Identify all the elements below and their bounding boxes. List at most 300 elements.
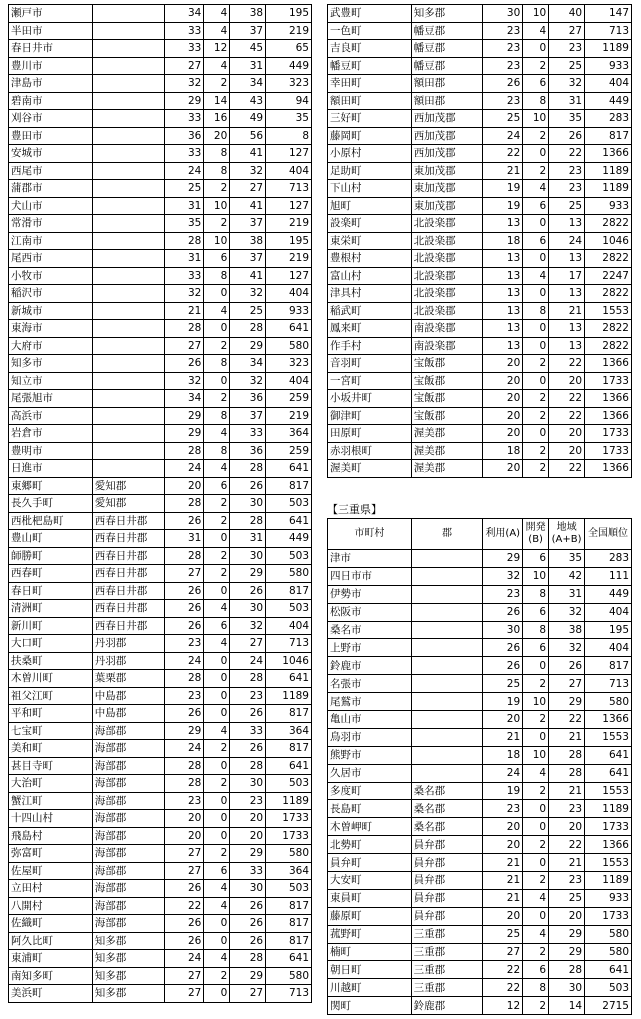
value-cell: 2 <box>523 711 549 729</box>
value-cell: 1553 <box>585 782 632 800</box>
value-cell: 14 <box>204 92 230 110</box>
district-cell: 西加茂郡 <box>411 110 483 128</box>
value-cell: 2822 <box>585 285 632 303</box>
value-cell: 2 <box>523 836 549 854</box>
value-cell: 22 <box>549 355 585 373</box>
district-cell: 愛知郡 <box>92 495 164 513</box>
aichi-table-left <box>8 4 312 1003</box>
value-cell: 817 <box>266 582 312 600</box>
value-cell: 2 <box>204 495 230 513</box>
value-cell: 45 <box>230 40 266 58</box>
table-row <box>9 40 312 58</box>
table-row <box>9 687 312 705</box>
municipality-cell: 蟹江町 <box>9 792 93 810</box>
value-cell: 28 <box>549 746 585 764</box>
value-cell: 503 <box>266 880 312 898</box>
value-cell: 933 <box>585 889 632 907</box>
municipality-cell: 長島町 <box>328 800 412 818</box>
table-row <box>9 775 312 793</box>
table-row <box>328 961 632 979</box>
value-cell: 364 <box>266 425 312 443</box>
district-cell: 知多郡 <box>92 932 164 950</box>
value-cell: 27 <box>549 675 585 693</box>
value-cell: 30 <box>549 979 585 997</box>
value-cell: 641 <box>266 950 312 968</box>
value-cell: 8 <box>204 162 230 180</box>
municipality-cell: 南知多町 <box>9 967 93 985</box>
value-cell: 0 <box>523 372 549 390</box>
value-cell: 219 <box>266 215 312 233</box>
value-cell: 26 <box>164 617 204 635</box>
municipality-cell: 東栄町 <box>328 232 412 250</box>
value-cell: 1189 <box>585 872 632 890</box>
column-header: 全国順位 <box>585 519 632 550</box>
value-cell: 30 <box>230 880 266 898</box>
value-cell: 35 <box>549 550 585 568</box>
table-row <box>328 800 632 818</box>
table-row <box>9 530 312 548</box>
municipality-cell: 佐織町 <box>9 915 93 933</box>
table-row <box>9 810 312 828</box>
value-cell: 26 <box>230 740 266 758</box>
value-cell: 503 <box>266 600 312 618</box>
value-cell: 23 <box>164 635 204 653</box>
value-cell: 147 <box>585 5 632 23</box>
table-row <box>328 728 632 746</box>
district-cell <box>411 603 483 621</box>
value-cell: 2 <box>523 943 549 961</box>
municipality-cell: 津市 <box>328 550 412 568</box>
value-cell: 1733 <box>585 442 632 460</box>
value-cell: 1366 <box>585 836 632 854</box>
value-cell: 1733 <box>585 907 632 925</box>
value-cell: 1366 <box>585 390 632 408</box>
municipality-cell: 扶桑町 <box>9 652 93 670</box>
value-cell: 27 <box>164 985 204 1003</box>
value-cell: 0 <box>204 915 230 933</box>
value-cell: 26 <box>230 477 266 495</box>
value-cell: 20 <box>483 836 523 854</box>
table-row <box>328 711 632 729</box>
value-cell: 24 <box>164 460 204 478</box>
value-cell: 30 <box>230 600 266 618</box>
value-cell: 2 <box>204 740 230 758</box>
value-cell: 25 <box>164 180 204 198</box>
value-cell: 27 <box>230 180 266 198</box>
value-cell: 0 <box>204 372 230 390</box>
value-cell: 25 <box>230 302 266 320</box>
value-cell: 2 <box>204 215 230 233</box>
table-row <box>9 582 312 600</box>
value-cell: 8 <box>204 355 230 373</box>
value-cell: 127 <box>266 267 312 285</box>
table-row <box>9 932 312 950</box>
value-cell: 24 <box>164 950 204 968</box>
value-cell: 1553 <box>585 302 632 320</box>
district-cell <box>92 57 164 75</box>
value-cell: 0 <box>204 687 230 705</box>
district-cell <box>92 285 164 303</box>
value-cell: 2 <box>523 57 549 75</box>
value-cell: 31 <box>164 197 204 215</box>
table-row <box>9 75 312 93</box>
value-cell: 6 <box>523 75 549 93</box>
value-cell: 13 <box>483 267 523 285</box>
district-cell: 海部郡 <box>92 740 164 758</box>
value-cell: 28 <box>164 670 204 688</box>
value-cell: 323 <box>266 355 312 373</box>
value-cell: 283 <box>585 110 632 128</box>
value-cell: 0 <box>204 530 230 548</box>
value-cell: 24 <box>230 652 266 670</box>
district-cell: 東加茂郡 <box>411 197 483 215</box>
district-cell: 員弁郡 <box>411 836 483 854</box>
value-cell: 713 <box>266 635 312 653</box>
table-row <box>9 950 312 968</box>
value-cell: 0 <box>204 582 230 600</box>
value-cell: 24 <box>164 740 204 758</box>
table-row <box>9 985 312 1003</box>
table-row <box>9 845 312 863</box>
table-row <box>9 512 312 530</box>
municipality-cell: 刈谷市 <box>9 110 93 128</box>
table-row <box>328 162 632 180</box>
district-cell: 東加茂郡 <box>411 180 483 198</box>
value-cell: 1189 <box>266 687 312 705</box>
district-cell <box>411 550 483 568</box>
district-cell <box>411 657 483 675</box>
municipality-cell: 東員町 <box>328 889 412 907</box>
value-cell: 2 <box>523 355 549 373</box>
district-cell: 員弁郡 <box>411 907 483 925</box>
district-cell <box>411 746 483 764</box>
municipality-cell: 田原町 <box>328 425 412 443</box>
municipality-cell: 阿久比町 <box>9 932 93 950</box>
value-cell: 26 <box>483 639 523 657</box>
table-row <box>9 740 312 758</box>
value-cell: 26 <box>164 915 204 933</box>
value-cell: 20 <box>483 460 523 478</box>
municipality-cell: 稲沢市 <box>9 285 93 303</box>
value-cell: 23 <box>483 22 523 40</box>
value-cell: 23 <box>549 872 585 890</box>
value-cell: 1733 <box>585 425 632 443</box>
table-header-row <box>328 519 632 550</box>
value-cell: 1733 <box>585 818 632 836</box>
value-cell: 2 <box>523 782 549 800</box>
municipality-cell: 作手村 <box>328 337 412 355</box>
district-cell: 鈴鹿郡 <box>411 997 483 1015</box>
value-cell: 18 <box>483 442 523 460</box>
municipality-cell: 富山村 <box>328 267 412 285</box>
value-cell: 503 <box>585 979 632 997</box>
value-cell: 8 <box>523 302 549 320</box>
value-cell: 259 <box>266 390 312 408</box>
value-cell: 21 <box>483 872 523 890</box>
table-row <box>328 657 632 675</box>
value-cell: 33 <box>164 267 204 285</box>
district-cell <box>411 693 483 711</box>
value-cell: 1189 <box>266 792 312 810</box>
municipality-cell: 旭町 <box>328 197 412 215</box>
value-cell: 1189 <box>585 800 632 818</box>
table-row <box>9 547 312 565</box>
value-cell: 33 <box>230 425 266 443</box>
value-cell: 4 <box>523 889 549 907</box>
value-cell: 2 <box>523 460 549 478</box>
district-cell <box>411 764 483 782</box>
value-cell: 30 <box>230 495 266 513</box>
value-cell: 23 <box>483 92 523 110</box>
district-cell: 海部郡 <box>92 897 164 915</box>
value-cell: 25 <box>483 925 523 943</box>
table-row <box>9 897 312 915</box>
municipality-cell: 祖父江町 <box>9 687 93 705</box>
municipality-cell: 小牧市 <box>9 267 93 285</box>
value-cell: 26 <box>483 603 523 621</box>
value-cell: 13 <box>483 250 523 268</box>
column-header: 郡 <box>411 519 483 550</box>
value-cell: 219 <box>266 407 312 425</box>
value-cell: 2 <box>523 997 549 1015</box>
value-cell: 32 <box>230 285 266 303</box>
table-row <box>328 818 632 836</box>
value-cell: 404 <box>585 639 632 657</box>
value-cell: 29 <box>483 550 523 568</box>
value-cell: 26 <box>164 600 204 618</box>
district-cell: 額田郡 <box>411 75 483 93</box>
municipality-cell: 長久手町 <box>9 495 93 513</box>
value-cell: 0 <box>523 800 549 818</box>
table-row <box>9 215 312 233</box>
municipality-cell: 豊根村 <box>328 250 412 268</box>
municipality-cell: 豊明市 <box>9 442 93 460</box>
value-cell: 28 <box>164 775 204 793</box>
district-cell: 員弁郡 <box>411 872 483 890</box>
district-cell <box>92 337 164 355</box>
value-cell: 33 <box>230 862 266 880</box>
value-cell: 31 <box>164 250 204 268</box>
municipality-cell: 四日市市 <box>328 567 412 585</box>
value-cell: 24 <box>164 652 204 670</box>
value-cell: 30 <box>230 547 266 565</box>
district-cell: 北設楽郡 <box>411 215 483 233</box>
district-cell <box>92 110 164 128</box>
value-cell: 20 <box>230 810 266 828</box>
table-row <box>328 693 632 711</box>
value-cell: 2 <box>204 337 230 355</box>
value-cell: 2822 <box>585 215 632 233</box>
municipality-cell: 津島市 <box>9 75 93 93</box>
value-cell: 0 <box>523 425 549 443</box>
table-row <box>9 915 312 933</box>
municipality-cell: 七宝町 <box>9 722 93 740</box>
value-cell: 20 <box>549 372 585 390</box>
value-cell: 20 <box>204 127 230 145</box>
value-cell: 41 <box>230 197 266 215</box>
municipality-cell: 幸田町 <box>328 75 412 93</box>
value-cell: 24 <box>549 232 585 250</box>
value-cell: 37 <box>230 407 266 425</box>
value-cell: 4 <box>523 925 549 943</box>
value-cell: 25 <box>549 889 585 907</box>
municipality-table <box>327 4 632 478</box>
value-cell: 29 <box>549 925 585 943</box>
value-cell: 28 <box>230 757 266 775</box>
municipality-cell: 十四山村 <box>9 810 93 828</box>
value-cell: 2 <box>204 75 230 93</box>
value-cell: 111 <box>585 567 632 585</box>
value-cell: 1046 <box>585 232 632 250</box>
municipality-cell: 川越町 <box>328 979 412 997</box>
table-row <box>328 425 632 443</box>
value-cell: 10 <box>523 567 549 585</box>
value-cell: 195 <box>585 621 632 639</box>
value-cell: 36 <box>164 127 204 145</box>
value-cell: 6 <box>523 961 549 979</box>
value-cell: 25 <box>483 110 523 128</box>
municipality-cell: 上野市 <box>328 639 412 657</box>
table-row <box>9 302 312 320</box>
district-cell: 宝飯郡 <box>411 355 483 373</box>
table-row <box>9 757 312 775</box>
municipality-cell: 西春町 <box>9 565 93 583</box>
district-cell <box>92 460 164 478</box>
value-cell: 4 <box>204 5 230 23</box>
district-cell: 桑名郡 <box>411 800 483 818</box>
value-cell: 20 <box>164 810 204 828</box>
value-cell: 18 <box>483 746 523 764</box>
value-cell: 23 <box>164 792 204 810</box>
value-cell: 13 <box>549 250 585 268</box>
value-cell: 65 <box>266 40 312 58</box>
table-row <box>9 477 312 495</box>
district-cell: 海部郡 <box>92 862 164 880</box>
district-cell: 南設楽郡 <box>411 320 483 338</box>
value-cell: 27 <box>164 565 204 583</box>
value-cell: 23 <box>230 792 266 810</box>
district-cell: 海部郡 <box>92 757 164 775</box>
value-cell: 6 <box>523 639 549 657</box>
value-cell: 0 <box>204 792 230 810</box>
table-row <box>328 907 632 925</box>
district-cell: 西春日井郡 <box>92 512 164 530</box>
value-cell: 817 <box>266 705 312 723</box>
table-row <box>328 460 632 478</box>
value-cell: 10 <box>523 5 549 23</box>
district-cell: 西春日井郡 <box>92 582 164 600</box>
value-cell: 8 <box>204 145 230 163</box>
value-cell: 0 <box>204 320 230 338</box>
district-cell: 西春日井郡 <box>92 617 164 635</box>
district-cell: 知多郡 <box>92 967 164 985</box>
value-cell: 713 <box>266 985 312 1003</box>
value-cell: 37 <box>230 215 266 233</box>
municipality-cell: 蒲郡市 <box>9 180 93 198</box>
value-cell: 38 <box>230 232 266 250</box>
municipality-cell: 多度町 <box>328 782 412 800</box>
district-cell: 知多郡 <box>92 985 164 1003</box>
table-row <box>328 145 632 163</box>
value-cell: 13 <box>483 320 523 338</box>
value-cell: 36 <box>230 390 266 408</box>
municipality-cell: 佐屋町 <box>9 862 93 880</box>
municipality-cell: 藤岡町 <box>328 127 412 145</box>
table-row <box>328 92 632 110</box>
value-cell: 817 <box>585 127 632 145</box>
value-cell: 364 <box>266 722 312 740</box>
municipality-cell: 朝日町 <box>328 961 412 979</box>
district-cell: 西春日井郡 <box>92 600 164 618</box>
value-cell: 32 <box>549 639 585 657</box>
value-cell: 283 <box>585 550 632 568</box>
value-cell: 2 <box>523 162 549 180</box>
value-cell: 641 <box>266 757 312 775</box>
value-cell: 33 <box>164 110 204 128</box>
municipality-cell: 尾張旭市 <box>9 390 93 408</box>
value-cell: 28 <box>164 320 204 338</box>
value-cell: 1189 <box>585 40 632 58</box>
table-row <box>9 5 312 23</box>
value-cell: 22 <box>164 897 204 915</box>
table-row <box>328 550 632 568</box>
value-cell: 26 <box>164 582 204 600</box>
value-cell: 580 <box>266 337 312 355</box>
value-cell: 22 <box>549 711 585 729</box>
value-cell: 0 <box>523 40 549 58</box>
district-cell <box>411 728 483 746</box>
value-cell: 32 <box>549 603 585 621</box>
table-row <box>328 267 632 285</box>
municipality-cell: 立田村 <box>9 880 93 898</box>
value-cell: 127 <box>266 145 312 163</box>
municipality-cell: 北勢町 <box>328 836 412 854</box>
value-cell: 27 <box>164 57 204 75</box>
table-row <box>328 997 632 1015</box>
value-cell: 641 <box>266 512 312 530</box>
value-cell: 26 <box>164 705 204 723</box>
municipality-cell: 久居市 <box>328 764 412 782</box>
value-cell: 28 <box>230 670 266 688</box>
table-row <box>9 250 312 268</box>
value-cell: 31 <box>230 530 266 548</box>
municipality-cell: 設楽町 <box>328 215 412 233</box>
table-row <box>328 782 632 800</box>
value-cell: 13 <box>549 215 585 233</box>
value-cell: 21 <box>549 854 585 872</box>
value-cell: 22 <box>483 145 523 163</box>
municipality-cell: 鈴鹿市 <box>328 657 412 675</box>
column-header: 地域(A+B) <box>549 519 585 550</box>
value-cell: 13 <box>483 302 523 320</box>
value-cell: 404 <box>266 285 312 303</box>
value-cell: 26 <box>230 705 266 723</box>
table-row <box>9 267 312 285</box>
value-cell: 22 <box>549 390 585 408</box>
table-row <box>9 232 312 250</box>
value-cell: 2 <box>204 390 230 408</box>
value-cell: 34 <box>164 5 204 23</box>
value-cell: 13 <box>483 285 523 303</box>
municipality-cell: 知立市 <box>9 372 93 390</box>
municipality-cell: 大安町 <box>328 872 412 890</box>
table-row <box>9 390 312 408</box>
value-cell: 195 <box>266 232 312 250</box>
value-cell: 1046 <box>266 652 312 670</box>
municipality-cell: 弥富町 <box>9 845 93 863</box>
value-cell: 22 <box>549 145 585 163</box>
table-row <box>328 925 632 943</box>
